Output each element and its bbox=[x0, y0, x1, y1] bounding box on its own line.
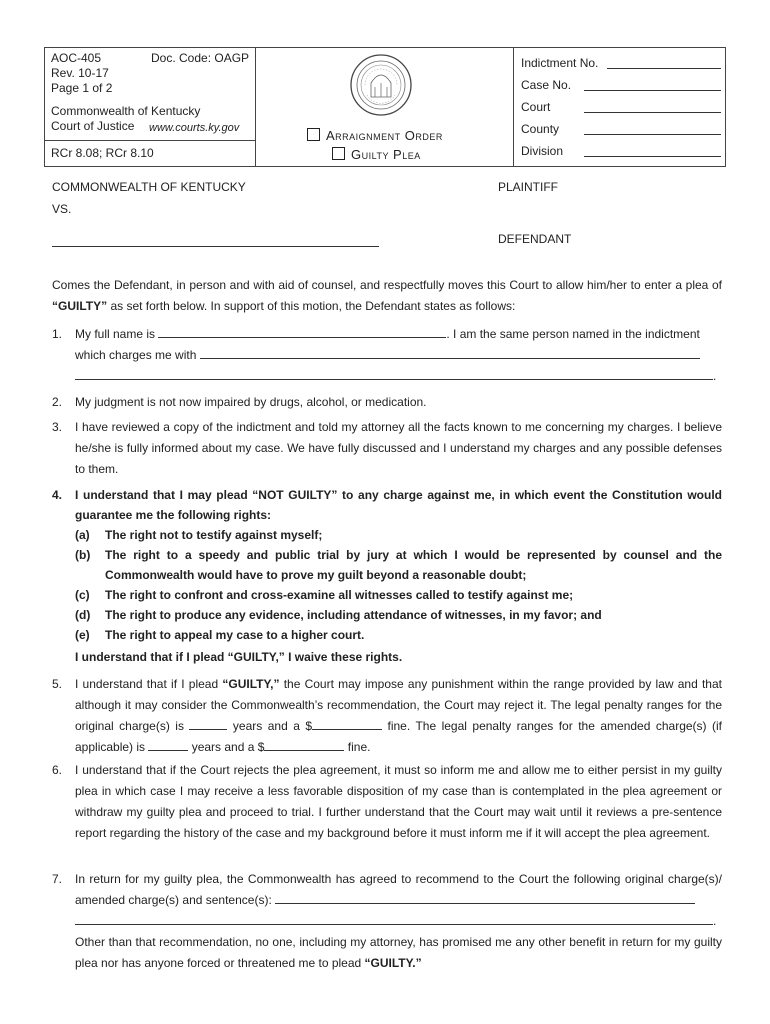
item-6: 6. I understand that if the Court rejects the plea agreement, it must so inform me and allow me to either persist in my guilty plea in which case I may receive a less favorable disposition of my case than is contemplated in the plea agreement or withdraw my guilty plea and proceed to trial. I further understand that the Court may wait until it reviews a pre-sentence report regarding the history of the case and my background before it must inform me if it will accept the plea agreement. bbox=[52, 763, 722, 840]
versus: VS. bbox=[52, 202, 72, 216]
right-e: (e) The right to appeal my case to a higher court. bbox=[75, 628, 365, 642]
waiver-statement: I understand that if I plead “GUILTY,” I waive these rights. bbox=[75, 650, 403, 664]
court-field[interactable] bbox=[584, 101, 721, 113]
sentence-field[interactable] bbox=[275, 892, 695, 904]
item-1: 1. My full name is . I am the same person named in the indictment which charges me with . bbox=[52, 327, 717, 383]
county-field[interactable] bbox=[584, 123, 721, 135]
arraignment-checkbox[interactable] bbox=[307, 128, 320, 141]
defendant-name-field[interactable] bbox=[52, 235, 379, 247]
revision: Rev. 10-17 bbox=[51, 66, 109, 80]
form-number: AOC-405 bbox=[51, 51, 102, 65]
court-label: Court bbox=[521, 100, 551, 114]
seal-icon bbox=[349, 53, 413, 117]
amended-years-field[interactable] bbox=[148, 739, 188, 751]
plaintiff-label: PLAINTIFF bbox=[498, 180, 559, 194]
court-seal bbox=[349, 53, 413, 117]
header-hline bbox=[45, 140, 255, 141]
right-a: (a) The right not to testify against myself; bbox=[75, 528, 323, 542]
sentence-field-2[interactable] bbox=[75, 913, 713, 925]
charges-field[interactable] bbox=[200, 347, 700, 359]
right-d: (d) The right to produce any evidence, including attendance of witnesses, in my favor; and bbox=[75, 608, 602, 622]
page-number: Page 1 of 2 bbox=[51, 81, 113, 95]
indictment-label: Indictment No. bbox=[521, 56, 599, 70]
division-label: Division bbox=[521, 144, 564, 158]
plaintiff-name: COMMONWEALTH OF KENTUCKY bbox=[52, 180, 246, 194]
header-divider-right bbox=[513, 48, 514, 166]
court-name: Court of Justice bbox=[51, 119, 135, 133]
charges-field-2[interactable] bbox=[75, 368, 713, 380]
guilty-plea-checkbox[interactable] bbox=[332, 147, 345, 160]
item-5: 5. I understand that if I plead “GUILTY,” the Court may impose any punishment within the range provided by law and that although it may consider the Commonwealth’s recommendation, the Court may reject it. The legal penalty ranges for the original charge(s) is years and a $ fine. The legal penalty ranges for the amended charge(s) (if applicable) is years and a $ fine. bbox=[52, 677, 722, 754]
original-years-field[interactable] bbox=[189, 718, 227, 730]
right-b: (b) The right to a speedy and public trial by jury at which I would be represented by counsel and the Commonwealth would have to prove my guilt beyond a reasonable doubt; bbox=[75, 548, 722, 582]
case-field[interactable] bbox=[584, 79, 721, 91]
indictment-field[interactable] bbox=[607, 57, 721, 69]
court-website: www.courts.ky.gov bbox=[149, 122, 240, 134]
intro-paragraph: Comes the Defendant, in person and with aid of counsel, and respectfully moves this Court to allow him/her to enter a plea of “GUILTY” as set forth below. In support of this motion, the Defendant states as follows: bbox=[52, 278, 722, 313]
item-3: 3. I have reviewed a copy of the indictment and told my attorney all the facts known to me concerning my charges. I believe he/she is fully informed about my case. We have fully discussed and I understand my charges and any possible defenses to them. bbox=[52, 420, 722, 476]
item-7: 7. In return for my guilty plea, the Commonwealth has agreed to recommend to the Court the following original charge(s)/ amended charge(s) and sentence(s): . Other than that recommendation, no one, including my attorney, has promised me any other benefit in return for my guilty plea nor has anyone forced or threatened me to plead “GUILTY.” bbox=[52, 872, 722, 970]
division-field[interactable] bbox=[584, 145, 721, 157]
state-name: Commonwealth of Kentucky bbox=[51, 104, 201, 118]
case-label: Case No. bbox=[521, 78, 572, 92]
original-fine-field[interactable] bbox=[312, 718, 382, 730]
item-2: 2. My judgment is not now impaired by drugs, alcohol, or medication. bbox=[52, 395, 427, 409]
rules-citation: RCr 8.08; RCr 8.10 bbox=[51, 146, 154, 160]
form-header bbox=[44, 47, 726, 167]
item-4: 4. I understand that I may plead “NOT GUILTY” to any charge against me, in which event the Constitution would guarantee me the following rights: (a) The right not to testify against myself; (b) The right to a speedy and public trial by jury at which I would be represented by counsel and the Commonwealth would have to prove my guilt beyond a reasonable doubt; (c) The right to confront and cross-examine all witnesses called to testify against me; (d) The right to produce any evidence, including attendance of witnesses, in my favor; and (e) The right to appeal my case to a higher court. I understand that if I plead “GUILTY,” I waive these rights. bbox=[52, 485, 722, 667]
full-name-field[interactable] bbox=[158, 326, 446, 338]
doc-code: Doc. Code: OAGP bbox=[151, 51, 250, 65]
defendant-label: DEFENDANT bbox=[498, 232, 572, 246]
title-guilty-plea: Guilty Plea bbox=[332, 147, 421, 162]
county-label: County bbox=[521, 122, 560, 136]
title-arraignment: Arraignment Order bbox=[307, 128, 443, 143]
right-c: (c) The right to confront and cross-examine all witnesses called to testify against me; bbox=[75, 588, 574, 602]
header-divider-left bbox=[255, 48, 256, 166]
amended-fine-field[interactable] bbox=[264, 739, 344, 751]
